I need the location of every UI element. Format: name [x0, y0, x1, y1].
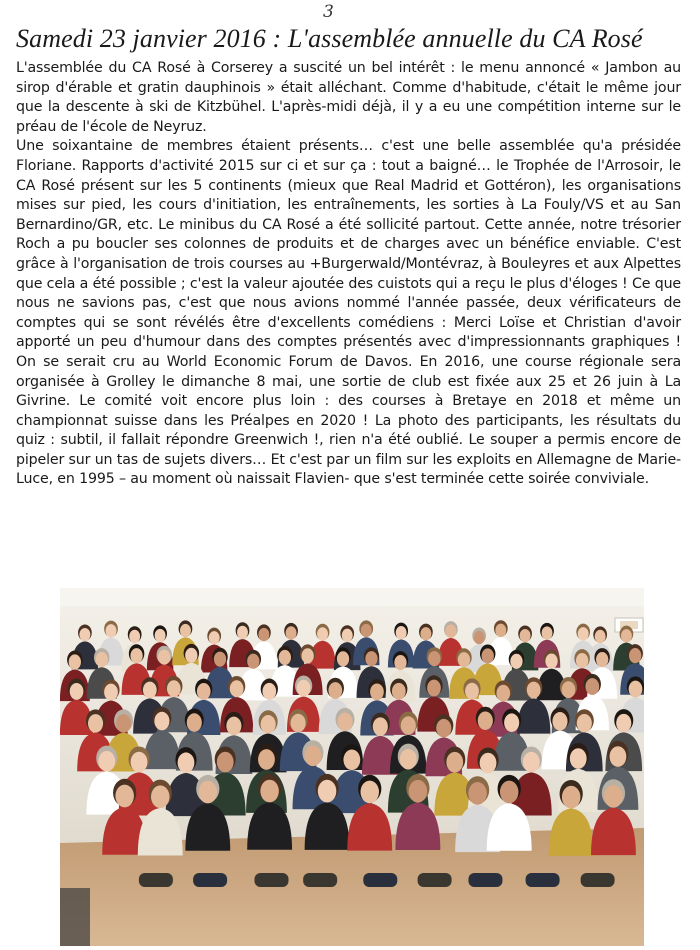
person-legs	[418, 873, 452, 887]
photo-ceiling	[60, 588, 644, 606]
photo-equipment	[60, 888, 90, 946]
group-photo	[60, 588, 644, 946]
page-number: 3	[323, 2, 334, 22]
person-legs	[526, 873, 560, 887]
person-legs	[581, 873, 615, 887]
paragraph-1: L'assemblée du CA Rosé à Corserey a suscité un bel intérêt : le menu annoncé « Jambon au sirop d'érable et gratin dauphinois » était alléchant. Comme d'habitude, c'était le même jour que la descente à ski de Kitzbühel. L'après-midi déjà, il y a eu une compétition interne sur le préau de l'école de Neyruz.	[16, 60, 681, 135]
photo-crowd	[60, 620, 644, 887]
person-legs	[468, 873, 502, 887]
paragraph-2: Une soixantaine de membres étaient présents… c'est une belle assemblée qu'a présidée Floriane. Rapports d'activité 2015 sur ci et sur ça : tout a baigné… le Trophée de l'Arrosoir, le CA Rosé présent sur les 5 continents (mieux que Real Madrid et Gottéron), les organisations mises sur pied, les cours d'initiation, les entraînements, les sorties à La Fouly/VS et au San Bernardino/GR, etc. Le minibus du CA Rosé a été sollicité partout. Cette année, notre trésorier Roch a pu boucler ses colonnes de produits et de charges avec un bénéfice enviable. C'est grâce à l'organisation de trois courses au +Burgerwald/Montévraz, à Bouleyres et aux Alpettes que cela a été possible ; c'est la valeur ajoutée des cuistots qui a reçu le plus d'éloges ! Ce que nous ne savions pas, c'est que nous avions nommé l'année passée, deux vérificateurs de comptes qui se sont révélés être d'excellents comédiens : Merci Loïse et Christian d'avoir apporté un peu d'humour dans des comptes présentés avec d'impressionnants graphiques ! On se serait cru au World Economic Forum de Davos. En 2016, une course régionale sera organisée à Grolley le dimanche 8 mai, une sortie de club est fixée aux 25 et 26 juin à La Givrine. Le comité voit encore plus loin : des courses à Bretaye en 2018 et même un championnat suisse dans les Préalpes en 2020 ! La photo des participants, les résultats du quiz : subtil, il fallait répondre Greenwich !, rien n'a été oublié. Le souper a permis encore de pipeler sur un tas de sujets divers… Et c'est par un film sur les exploits en Allemagne de Marie-Luce, en 1995 – au moment où naissait Flavien- que s'est terminée cette soirée conviviale.	[16, 138, 681, 488]
person-legs	[363, 873, 397, 887]
person-legs	[254, 873, 288, 887]
article-title: Samedi 23 janvier 2016 : L'assemblée annuelle du CA Rosé	[16, 24, 643, 53]
person-legs	[303, 873, 337, 887]
group-photo-illustration	[60, 588, 644, 946]
person-legs	[139, 873, 173, 887]
person-legs	[193, 873, 227, 887]
article-body	[16, 59, 681, 490]
